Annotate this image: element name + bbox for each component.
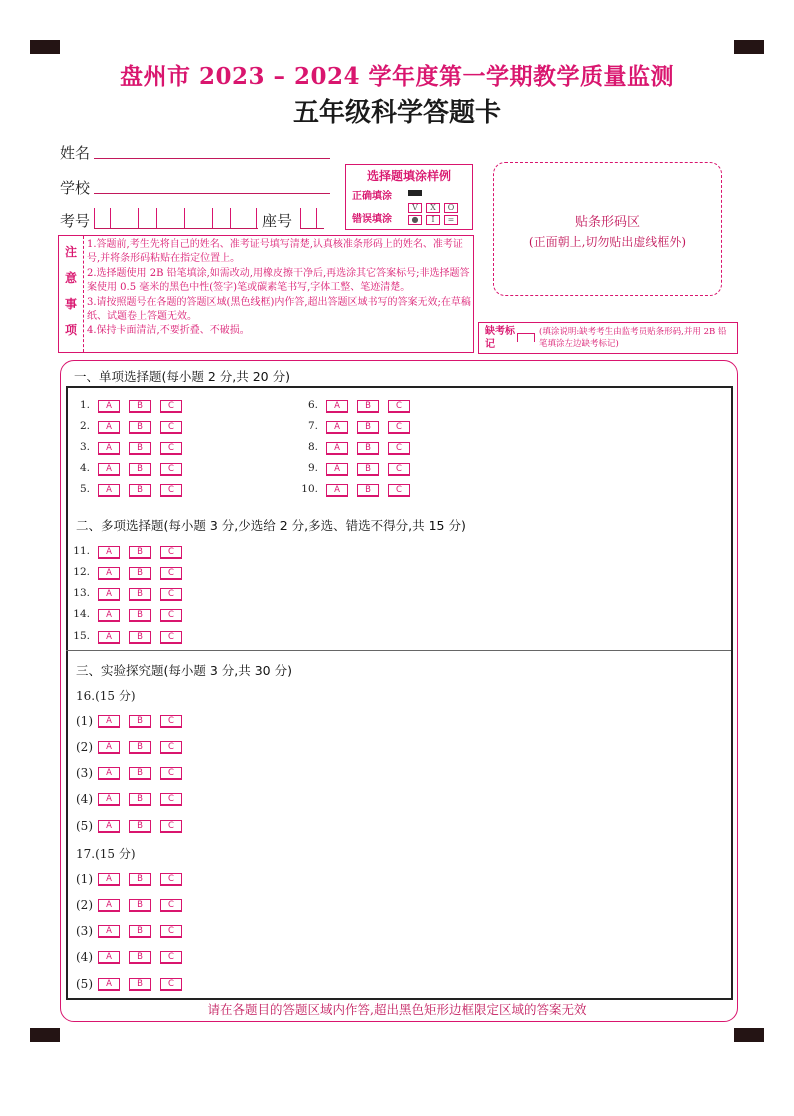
option-bubble-c[interactable]: C (160, 820, 182, 833)
option-bubble-b[interactable]: B (357, 400, 379, 413)
question-number: 10. (301, 483, 318, 495)
option-bubble-c[interactable]: C (160, 715, 182, 728)
wrong-fill-example: = (444, 215, 458, 225)
option-bubble-a[interactable]: A (326, 400, 348, 413)
wrong-fill-label: 错误填涂 (352, 214, 392, 225)
option-bubble-c[interactable]: C (160, 588, 182, 601)
option-bubble-a[interactable]: A (98, 820, 120, 833)
option-bubble-a[interactable]: A (326, 463, 348, 476)
question-row (62, 420, 282, 434)
school-field[interactable] (94, 193, 330, 194)
question-number: 13. (73, 587, 90, 599)
option-bubble-b[interactable]: B (129, 793, 151, 806)
question-row (62, 587, 282, 601)
option-bubble-a[interactable]: A (98, 546, 120, 559)
sub-question-row (76, 977, 296, 991)
option-bubble-a[interactable]: A (98, 609, 120, 622)
question-number: (5) (76, 977, 93, 991)
option-bubble-b[interactable]: B (129, 463, 151, 476)
option-bubble-b[interactable]: B (357, 463, 379, 476)
registration-mark-top-right (734, 40, 764, 54)
section2-title: 二、多项选择题(每小题 3 分,少选给 2 分,多选、错选不得分,共 15 分) (76, 518, 466, 533)
option-bubble-a[interactable]: A (98, 442, 120, 455)
question-row (290, 441, 510, 455)
option-bubble-b[interactable]: B (129, 588, 151, 601)
option-bubble-b[interactable]: B (129, 741, 151, 754)
option-bubble-c[interactable]: C (160, 546, 182, 559)
question-number: 6. (307, 399, 318, 411)
option-bubble-b[interactable]: B (129, 567, 151, 580)
question-number: (4) (76, 792, 93, 806)
option-bubble-b[interactable]: B (129, 546, 151, 559)
question-number: 9. (307, 462, 318, 474)
option-bubble-c[interactable]: C (388, 442, 410, 455)
question-number: (1) (76, 872, 93, 886)
option-bubble-c[interactable]: C (160, 567, 182, 580)
question-number: (4) (76, 950, 93, 964)
option-bubble-b[interactable]: B (129, 421, 151, 434)
correct-fill-example (408, 190, 422, 196)
option-bubble-b[interactable]: B (129, 925, 151, 938)
option-bubble-c[interactable]: C (160, 767, 182, 780)
section3-title: 三、实验探究题(每小题 3 分,共 30 分) (76, 663, 292, 678)
question-number: 7. (307, 420, 318, 432)
question-row (290, 462, 510, 476)
barcode-hint: (正面朝上,切勿贴出虚线框外) (528, 235, 687, 249)
option-bubble-c[interactable]: C (160, 609, 182, 622)
sub-question-row (76, 740, 296, 754)
note-item: 3.请按照题号在各题的答题区域(黑色线框)内作答,超出答题区域书写的答案无效;在草稿纸、试题卷上答题无效。 (87, 296, 471, 323)
option-bubble-b[interactable]: B (129, 820, 151, 833)
option-bubble-a[interactable]: A (326, 442, 348, 455)
option-bubble-b[interactable]: B (129, 978, 151, 991)
question-row (290, 420, 510, 434)
registration-mark-top-left (30, 40, 60, 54)
wrong-fill-example: ● (408, 215, 422, 225)
section-divider (66, 650, 731, 651)
option-bubble-a[interactable]: A (98, 741, 120, 754)
sub-question-row (76, 714, 296, 728)
question-number: 1. (79, 399, 90, 411)
sub-question-row (76, 872, 296, 886)
sub-question-row (76, 792, 296, 806)
option-bubble-b[interactable]: B (357, 484, 379, 497)
registration-mark-bottom-left (30, 1028, 60, 1042)
option-bubble-b[interactable]: B (129, 767, 151, 780)
wrong-fill-example: X (426, 203, 440, 213)
option-bubble-c[interactable]: C (160, 873, 182, 886)
option-bubble-a[interactable]: A (98, 400, 120, 413)
note-item: 2.选择题使用 2B 铅笔填涂,如需改动,用橡皮擦干净后,再选涂其它答案标号;非选择题答案使用 0.5 毫米的黑色中性(签字)笔或碳素笔书写,字体工整、笔迹清楚。 (87, 267, 470, 294)
option-bubble-c[interactable]: C (160, 631, 182, 644)
question-number: (2) (76, 740, 93, 754)
option-bubble-c[interactable]: C (160, 741, 182, 754)
option-bubble-a[interactable]: A (98, 588, 120, 601)
sub-question-row (76, 766, 296, 780)
option-bubble-a[interactable]: A (326, 421, 348, 434)
question-16-label: 16.(15 分) (76, 689, 136, 703)
option-bubble-b[interactable]: B (129, 873, 151, 886)
option-bubble-a[interactable]: A (98, 899, 120, 912)
barcode-title: 贴条形码区 (574, 215, 640, 230)
section1-title: 一、单项选择题(每小题 2 分,共 20 分) (74, 369, 290, 384)
question-number: (3) (76, 924, 93, 938)
school-label: 学校 (60, 179, 91, 197)
option-bubble-b[interactable]: B (129, 400, 151, 413)
option-bubble-a[interactable]: A (98, 978, 120, 991)
name-label: 姓名 (60, 144, 91, 162)
option-bubble-b[interactable]: B (129, 484, 151, 497)
option-bubble-a[interactable]: A (98, 463, 120, 476)
question-number: 8. (307, 441, 318, 453)
absent-label: 缺考标记 (485, 326, 515, 350)
option-bubble-a[interactable]: A (98, 793, 120, 806)
option-bubble-c[interactable]: C (160, 793, 182, 806)
option-bubble-a[interactable]: A (98, 421, 120, 434)
option-bubble-c[interactable]: C (388, 421, 410, 434)
option-bubble-c[interactable]: C (160, 463, 182, 476)
question-row (290, 483, 510, 497)
option-bubble-c[interactable]: C (388, 400, 410, 413)
option-bubble-a[interactable]: A (98, 925, 120, 938)
option-bubble-a[interactable]: A (326, 484, 348, 497)
question-number: 11. (73, 545, 90, 557)
option-bubble-b[interactable]: B (129, 899, 151, 912)
option-bubble-c[interactable]: C (388, 463, 410, 476)
option-bubble-a[interactable]: A (98, 631, 120, 644)
question-row (62, 545, 282, 559)
option-bubble-a[interactable]: A (98, 767, 120, 780)
option-bubble-c[interactable]: C (160, 978, 182, 991)
sub-question-row (76, 924, 296, 938)
barcode-area (493, 162, 722, 296)
question-number: 12. (73, 566, 90, 578)
sub-question-row (76, 950, 296, 964)
question-number: (2) (76, 898, 93, 912)
sub-question-row (76, 898, 296, 912)
wrong-fill-example: I (426, 215, 440, 225)
footer-note: 请在各题目的答题区域内作答,超出黑色矩形边框限定区域的答案无效 (207, 1002, 587, 1017)
question-number: 2. (79, 420, 90, 432)
option-bubble-b[interactable]: B (129, 631, 151, 644)
option-bubble-c[interactable]: C (388, 484, 410, 497)
wrong-fill-example: V (408, 203, 422, 213)
option-bubble-a[interactable]: A (98, 484, 120, 497)
note-item: 4.保持卡面清洁,不要折叠、不破损。 (87, 325, 250, 337)
notes-side-label: 注 意 事 项 (59, 236, 84, 352)
question-row (62, 441, 282, 455)
question-number: 14. (73, 608, 90, 620)
name-field[interactable] (94, 158, 330, 159)
option-bubble-c[interactable]: C (160, 442, 182, 455)
question-number: 15. (73, 630, 90, 642)
absent-checkbox[interactable] (517, 333, 535, 342)
fill-sample-box (345, 164, 473, 230)
question-number: 5. (79, 483, 90, 495)
option-bubble-a[interactable]: A (98, 567, 120, 580)
wrong-fill-example: O (444, 203, 458, 213)
exam-title: 盘州市 2023 – 2024 学年度第一学期教学质量监测 (119, 63, 675, 90)
question-17-label: 17.(15 分) (76, 847, 136, 861)
option-bubble-b[interactable]: B (357, 442, 379, 455)
option-bubble-b[interactable]: B (129, 442, 151, 455)
question-row (62, 608, 282, 622)
option-bubble-a[interactable]: A (98, 715, 120, 728)
option-bubble-c[interactable]: C (160, 484, 182, 497)
question-row (62, 566, 282, 580)
card-title: 五年级科学答题卡 (292, 98, 501, 128)
notes-box (58, 235, 474, 353)
question-row (62, 630, 282, 644)
correct-fill-label: 正确填涂 (352, 191, 392, 202)
option-bubble-b[interactable]: B (357, 421, 379, 434)
option-bubble-c[interactable]: C (160, 421, 182, 434)
sub-question-row (76, 819, 296, 833)
question-row (62, 483, 282, 497)
question-number: 4. (79, 462, 90, 474)
absent-description: (填涂说明:缺考考生由监考员贴条形码,并用 2B 铅笔填涂左边缺考标记) (539, 327, 727, 349)
option-bubble-c[interactable]: C (160, 899, 182, 912)
option-bubble-c[interactable]: C (160, 400, 182, 413)
exam-no-label: 考号 (60, 212, 91, 230)
option-bubble-c[interactable]: C (160, 951, 182, 964)
question-number: 3. (79, 441, 90, 453)
option-bubble-b[interactable]: B (129, 951, 151, 964)
option-bubble-c[interactable]: C (160, 925, 182, 938)
question-number: (5) (76, 819, 93, 833)
option-bubble-b[interactable]: B (129, 715, 151, 728)
question-row (62, 462, 282, 476)
question-row (290, 399, 510, 413)
question-number: (1) (76, 714, 93, 728)
option-bubble-b[interactable]: B (129, 609, 151, 622)
absent-mark-box (478, 322, 738, 354)
option-bubble-a[interactable]: A (98, 951, 120, 964)
option-bubble-a[interactable]: A (98, 873, 120, 886)
registration-mark-bottom-right (734, 1028, 764, 1042)
note-item: 1.答题前,考生先将自己的姓名、准考证号填写清楚,认真核准条形码上的姓名、准考证号,并将条形码粘贴在指定位置上。 (87, 239, 463, 265)
sample-title: 选择题填涂样例 (366, 169, 451, 183)
question-number: (3) (76, 766, 93, 780)
question-row (62, 399, 282, 413)
seat-no-label: 座号 (262, 212, 293, 230)
